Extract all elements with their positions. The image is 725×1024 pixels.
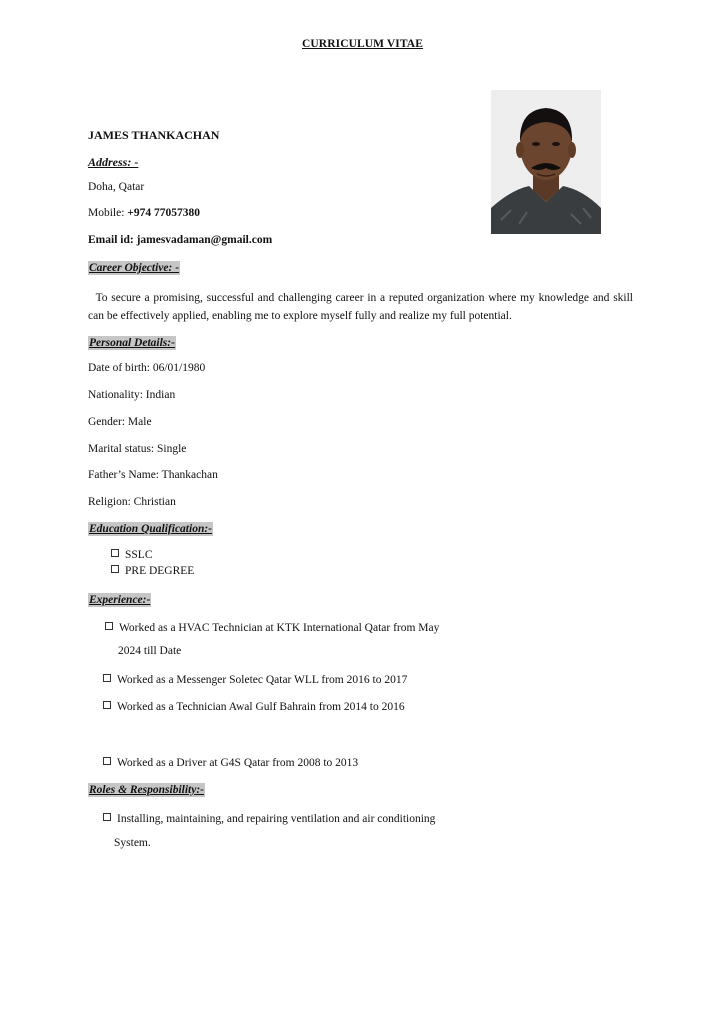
mobile-line <box>88 207 200 219</box>
education-item <box>111 565 194 577</box>
checkbox-bullet-icon <box>103 701 111 709</box>
checkbox-bullet-icon <box>103 674 111 682</box>
email-line <box>88 234 272 246</box>
mobile-label: Mobile: <box>88 207 128 219</box>
experience-item <box>103 674 407 686</box>
checkbox-bullet-icon <box>103 813 111 821</box>
address-value: Doha, Qatar <box>88 181 145 193</box>
email-value: jamesvadaman@gmail.com <box>136 234 273 246</box>
checkbox-bullet-icon <box>111 565 119 573</box>
checkbox-bullet-icon <box>103 757 111 765</box>
education-item-label: PRE DEGREE <box>125 565 195 577</box>
career-objective-body: To secure a promising, successful and challenging career in a reputed organization where my knowledge and skill can be effectively applied, enabling me to explore myself fully and realize my full potential. <box>88 292 634 322</box>
profile-photo <box>491 90 601 234</box>
education-item-label: SSLC <box>125 549 153 561</box>
checkbox-bullet-icon <box>105 622 113 630</box>
experience-item <box>103 701 405 713</box>
experience-item-continued: 2024 till Date <box>118 645 182 657</box>
career-objective-text <box>88 289 633 325</box>
roles-item <box>103 813 435 825</box>
address-label: Address: - <box>88 155 139 169</box>
career-objective-heading: Career Objective: - <box>89 262 180 274</box>
experience-item-label: Worked as a HVAC Technician at KTK International Qatar from May <box>119 622 440 634</box>
personal-marital-status: Marital status: Single <box>88 443 187 455</box>
experience-heading: Experience:- <box>89 594 151 606</box>
personal-nationality: Nationality: Indian <box>88 389 176 401</box>
education-heading: Education Qualification:- <box>89 523 212 535</box>
email-label: Email id: <box>88 234 137 246</box>
roles-item-continued: System. <box>114 837 151 849</box>
mobile-value: +974 77057380 <box>127 207 200 219</box>
experience-item-label: Worked as a Driver at G4S Qatar from 2008 to 2013 <box>117 757 359 769</box>
personal-gender: Gender: Male <box>88 416 152 428</box>
roles-item-label: Installing, maintaining, and repairing ventilation and air conditioning <box>117 813 436 825</box>
personal-father-name: Father’s Name: Thankachan <box>88 469 218 481</box>
experience-item <box>103 757 358 769</box>
personal-dob: Date of birth: 06/01/1980 <box>88 362 206 374</box>
candidate-name: JAMES THANKACHAN <box>88 128 220 142</box>
personal-details-heading: Personal Details:- <box>89 337 175 349</box>
experience-item-label: Worked as a Messenger Soletec Qatar WLL from 2016 to 2017 <box>117 674 408 686</box>
personal-religion: Religion: Christian <box>88 496 176 508</box>
education-item <box>111 549 153 561</box>
experience-item-label: Worked as a Technician Awal Gulf Bahrain from 2014 to 2016 <box>117 701 405 713</box>
checkbox-bullet-icon <box>111 549 119 557</box>
experience-item <box>105 622 439 634</box>
document-title: CURRICULUM VITAE <box>302 38 423 50</box>
roles-heading: Roles & Responsibility:- <box>89 784 204 796</box>
